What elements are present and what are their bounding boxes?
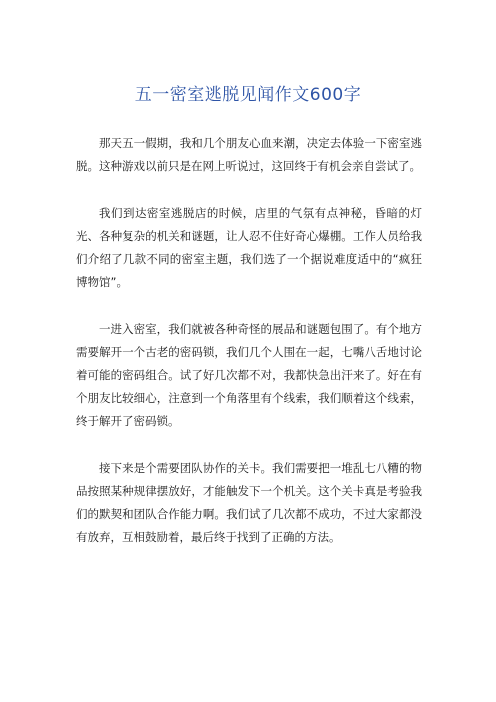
paragraph-1: 那天五一假期，我和几个朋友心血来潮，决定去体验一下密室逃脱。这种游戏以前只是在网上听说过，这回终于有机会亲自尝试了。 xyxy=(76,136,422,173)
document-body xyxy=(76,132,422,573)
paragraph-2: 我们到达密室逃脱店的时候，店里的气氛有点神秘，昏暗的灯光、各种复杂的机关和谜题，让人忍不住好奇心爆棚。工作人员给我们介绍了几款不同的密室主题，我们选了一个据说难度适中的“疯狂博物馆”。 xyxy=(76,206,422,289)
paragraph-3: 一进入密室，我们就被各种奇怪的展品和谜题包围了。有个地方需要解开一个古老的密码锁，我们几个人围在一起，七嘴八舌地讨论着可能的密码组合。试了好几次都不对，我都快急出汗来了。好在有个朋友比较细心，注意到一个角落里有个线索，我们顺着这个线索，终于解开了密码锁。 xyxy=(76,322,422,428)
paragraph-4: 接下来是个需要团队协作的关卡。我们需要把一堆乱七八糟的物品按照某种规律摆放好，才能触发下一个机关。这个关卡真是考验我们的默契和团队合作能力啊。我们试了几次都不成功，不过大家都没有放弃，互相鼓励着，最后终于找到了正确的方法。 xyxy=(76,461,422,544)
document-title: 五一密室逃脱见闻作文600字 xyxy=(134,85,362,105)
